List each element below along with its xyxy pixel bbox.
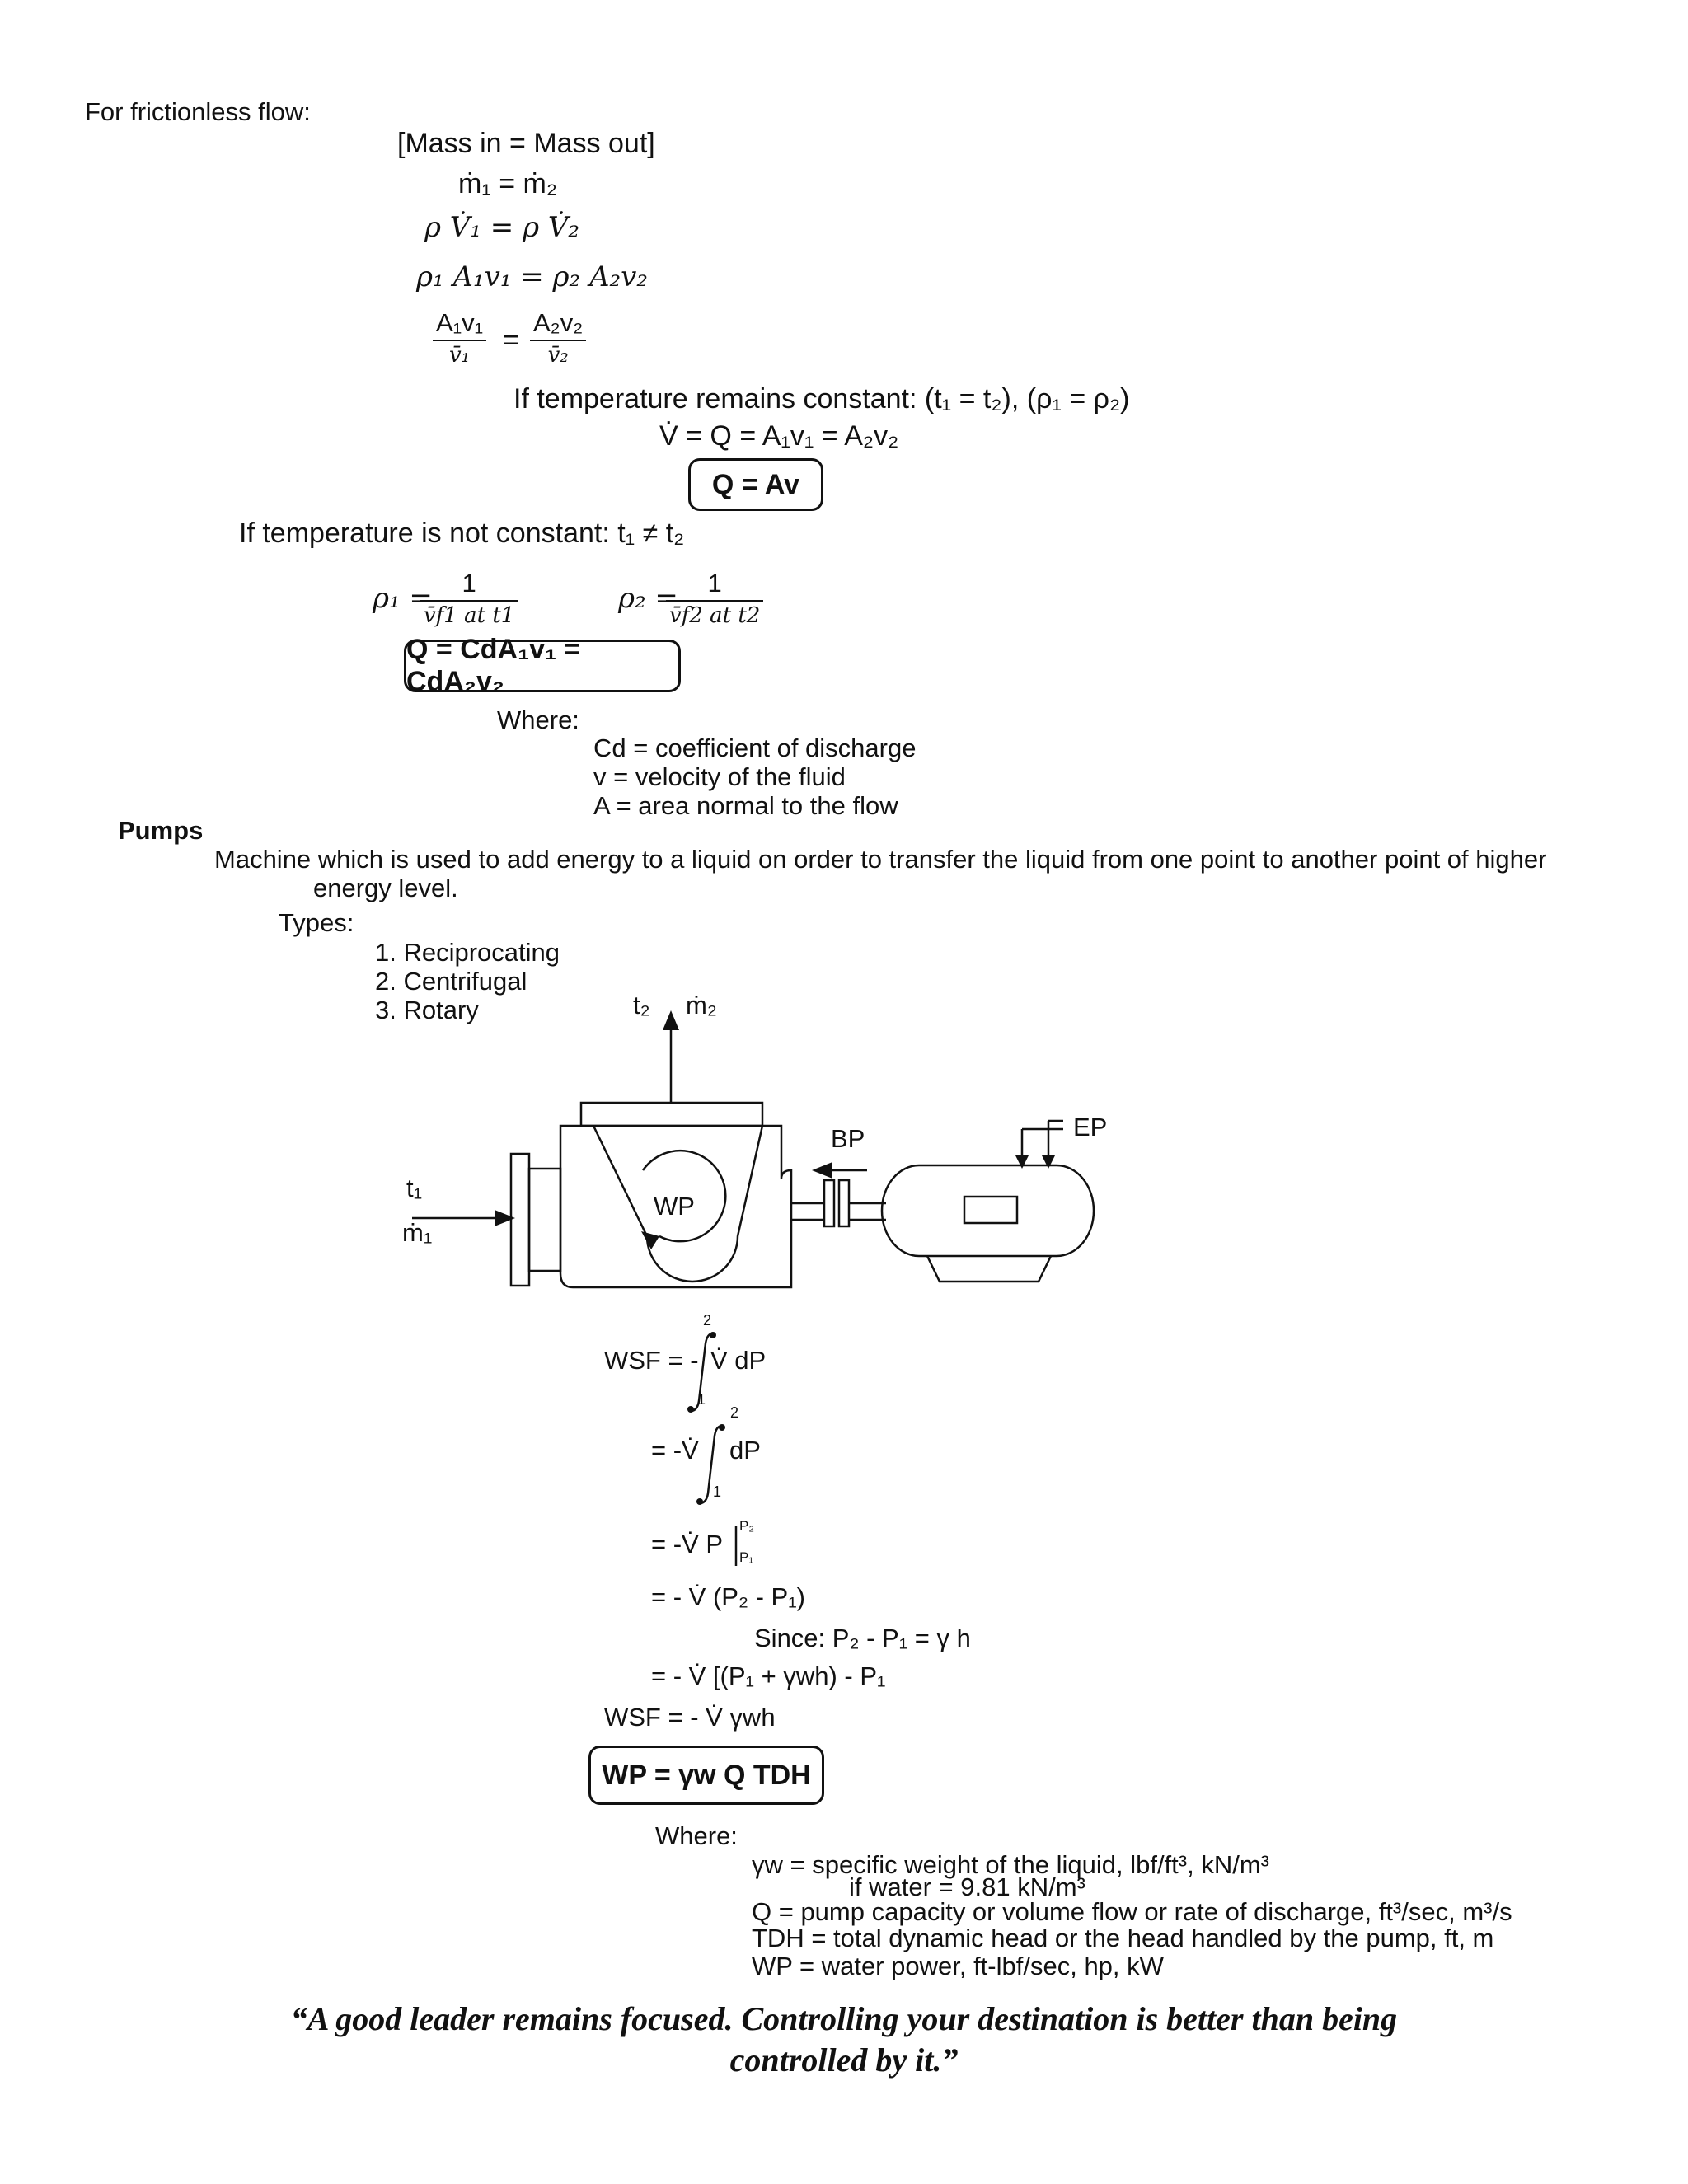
rho1-numerator: 1 [462,569,476,598]
integral-body: V̇ dP [710,1346,767,1375]
fraction-right-numerator: A₂v₂ [533,308,584,337]
definition-water: if water = 9.81 kN/m³ [849,1872,1085,1901]
eq-rho-vdot: ρ V̇₁ = ρ V̇₂ [424,211,580,244]
pumps-definition-line2: energy level. [313,874,458,902]
diagram-wp-label: WP [654,1192,695,1221]
motor-body [882,1165,1094,1256]
work-line2-prefix: = -V̇ [651,1436,699,1465]
boxed-formula-water-power: WP = γw Q TDH [588,1746,824,1805]
fraction-left-numerator: A₁v₁ [436,308,484,337]
integral-lower-limit: 1 [713,1483,722,1500]
outlet-flange [581,1103,762,1126]
bp-arrow-head [812,1162,832,1179]
where-label: Where: [655,1821,738,1850]
work-line5: = - V̇ [(P₁ + γwh) - P₁ [651,1661,886,1690]
definition-water-power: WP = water power, ft-lbf/sec, hp, kW [752,1952,1164,1980]
rho1-denominator: v̄f1 at t1 [424,603,515,628]
eval-lower-limit: P₁ [739,1549,754,1565]
integral-dot [710,1332,716,1338]
type-item: 2. Centrifugal [375,967,528,996]
ep-arrow-head [1015,1155,1029,1169]
outlet-arrow-head [663,1010,679,1030]
wsf-label: WSF = - [604,1346,699,1375]
inlet-neck [529,1169,560,1271]
diagram-t2-label: t₂ [633,991,650,1019]
frictionless-heading: For frictionless flow: [85,97,311,126]
definition-velocity: v = velocity of the fluid [593,762,846,791]
diagram-bp-label: BP [831,1124,865,1153]
motor-nameplate [964,1197,1017,1223]
fraction-right-denominator: v̄₂ [547,343,569,368]
type-item: 3. Rotary [375,996,479,1024]
pumps-heading: Pumps [118,816,204,845]
rho1-label: ρ₁ = [373,582,433,615]
fraction-left-denominator: v̄₁ [448,343,471,368]
coupling-left [824,1180,834,1226]
integral-lower-limit: 1 [697,1391,706,1408]
coupling-right [839,1180,849,1226]
fraction-equals: = [503,325,519,356]
eq-rho-area-velocity: ρ₁ A₁v₁ = ρ₂ A₂v₂ [416,260,648,293]
eq-volume-flow: V̇ = Q = A₁v₁ = A₂v₂ [659,420,899,452]
definition-area: A = area normal to the flow [593,791,898,820]
rho2-numerator: 1 [707,569,722,598]
work-line4: = - V̇ (P₂ - P₁) [651,1582,805,1611]
mass-balance: [Mass in = Mass out] [397,128,655,159]
integral-dot [687,1406,694,1413]
definition-cd: Cd = coefficient of discharge [593,733,917,762]
definition-tdh: TDH = total dynamic head or the head handled by the pump, ft, m [752,1924,1494,1952]
definition-capacity: Q = pump capacity or volume flow or rate of discharge, ft³/sec, m³/s [752,1897,1512,1926]
boxed-formula-q: Q = Av [688,458,823,511]
pumps-definition-line1: Machine which is used to add energy to a liquid on order to transfer the liquid from one point to another point of higher [214,845,1547,874]
ep-arrow-head [1042,1155,1055,1169]
integral-upper-limit: 2 [703,1312,712,1329]
definition-specific-weight: γw = specific weight of the liquid, lbf/ft³, kN/m³ [752,1850,1269,1879]
work-line2-body: dP [729,1436,761,1465]
impeller-arrow-head [641,1231,659,1249]
rho2-denominator: v̄f2 at t2 [669,603,761,628]
work-line3: = -V̇ P [651,1530,724,1558]
eval-upper-limit: P₂ [739,1518,754,1534]
types-label: Types: [279,908,354,937]
diagram-ep-label: EP [1073,1113,1108,1141]
work-since: Since: P₂ - P₁ = γ h [754,1624,971,1652]
rho2-label: ρ₂ = [618,582,678,615]
temp-not-constant-text: If temperature is not constant: t₁ ≠ t₂ [239,518,685,549]
integral-dot [696,1498,703,1505]
temp-constant-text: If temperature remains constant: (t₁ = t₂), (ρ₁ = ρ₂) [513,383,1130,415]
work-line6: WSF = - V̇ γwh [604,1703,776,1732]
motor-base [927,1256,1051,1282]
inlet-flange [511,1154,529,1286]
quote-line1: “A good leader remains focused. Controlling your destination is better than being [290,2000,1398,2037]
integral-upper-limit: 2 [730,1404,739,1421]
where-label: Where: [497,705,579,734]
boxed-formula-discharge: Q = CdA₁v₁ = CdA₂v₂ [404,640,681,692]
diagram-m1-label: ṁ₁ [402,1218,433,1247]
type-item: 1. Reciprocating [375,938,560,967]
eq-mass-flow: ṁ₁ = ṁ₂ [458,168,558,199]
quote-line2: controlled by it.” [729,2041,959,2079]
integral-dot [719,1424,725,1431]
diagram-m2-label: ṁ₂ [686,991,717,1019]
diagram-t1-label: t₁ [406,1174,423,1202]
